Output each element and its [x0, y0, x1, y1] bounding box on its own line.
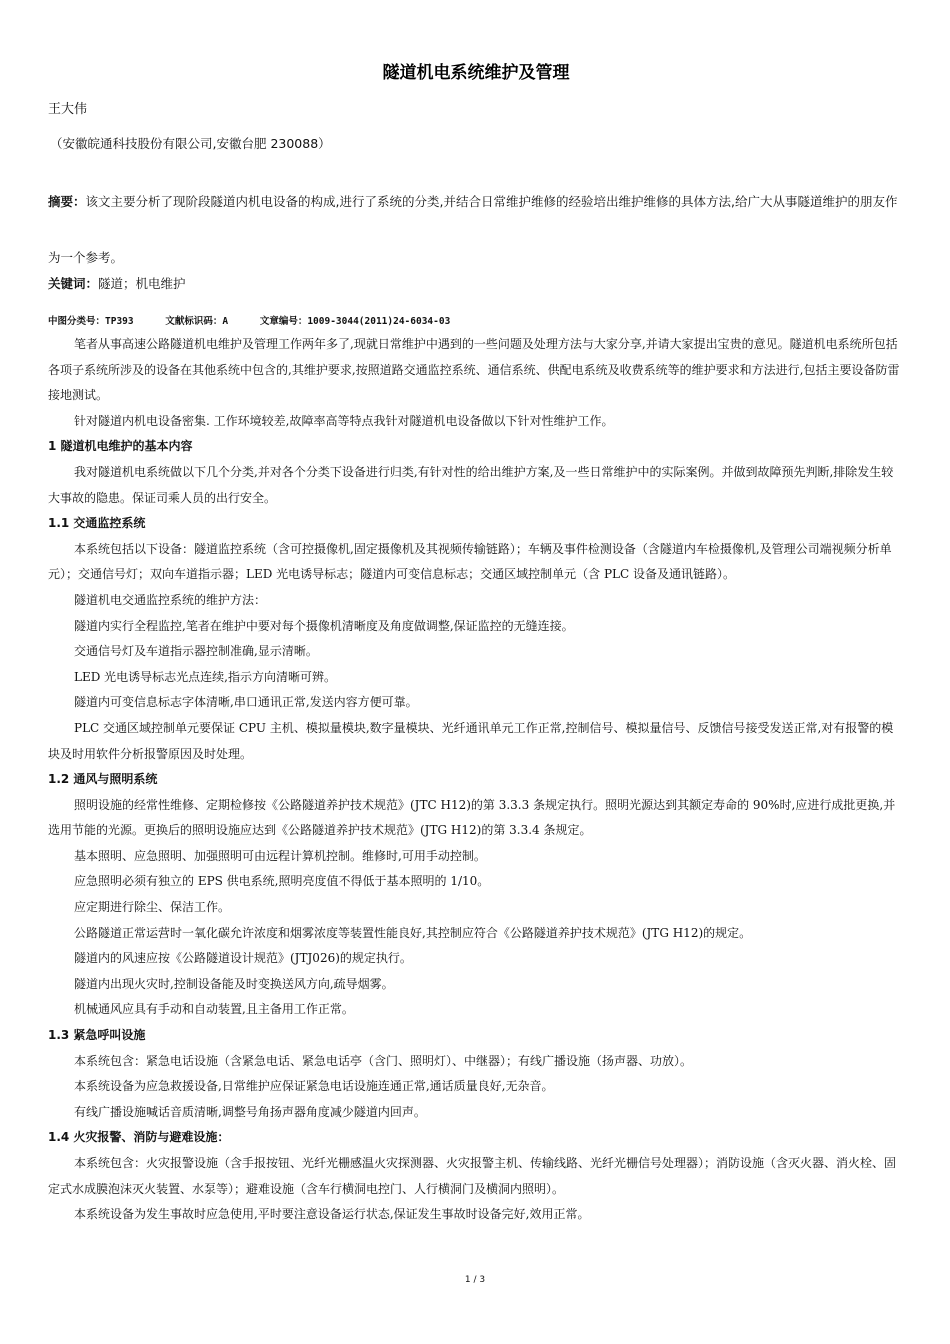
paragraph: 隧道内可变信息标志字体清晰,串口通讯正常,发送内容方便可靠。: [74, 695, 418, 710]
page-number: 1 / 3: [464, 1275, 486, 1285]
paragraph: 照明设施的经常性维修、定期检修按《公路隧道养护技术规范》(JTC H12)的第 3.3.3 条规定执行。照明光源达到其额定寿命的 90%时,应进行成批更换,并选用节能的光源。更换后的照明设施应达到《公路隧道养护技术规范》(JTG H12)的第 3.3.4 条规定。: [48, 797, 896, 838]
paragraph: PLC 交通区域控制单元要保证 CPU 主机、模拟量模块,数字量模块、光纤通讯单元工作正常,控制信号、模拟量信号、反馈信号接受发送正常,对有报警的模块及时用软件分析报警原因及时处理。: [48, 720, 894, 761]
paragraph: 本系统包含：紧急电话设施（含紧急电话、紧急电话亭（含门、照明灯）、中继器）；有线广播设施（扬声器、功放）。: [74, 1053, 693, 1068]
author-affiliation: （安徽皖通科技股份有限公司,安徽台肥 230088）: [50, 136, 331, 151]
paragraph: 应急照明必须有独立的 EPS 供电系统,照明亮度值不得低于基本照明的 1/10。: [74, 874, 490, 889]
clc-number: 中图分类号：TP393: [48, 316, 134, 327]
paragraph: 交通信号灯及车道指示器控制准确,显示清晰。: [74, 644, 318, 659]
document-code: 文献标识码：A: [165, 316, 229, 327]
paragraph: 隧道机电交通监控系统的维护方法：: [74, 592, 267, 607]
article-number: 文章编号：1009-3044(2011)24-6034-03: [259, 316, 451, 327]
paragraph: 有线广播设施喊话音质清晰,调整号角扬声器角度减少隧道内回声。: [74, 1104, 426, 1119]
paragraph: 隧道内出现火灾时,控制设备能及时变换送风方向,疏导烟雾。: [74, 976, 394, 991]
paragraph: 公路隧道正常运营时一氧化碳允许浓度和烟雾浓度等装置性能良好,其控制应符合《公路隧道养护技术规范》(JTG H12)的规定。: [74, 925, 752, 940]
article-metadata: [48, 313, 476, 327]
keywords-text: 隧道；机电维护: [98, 276, 186, 291]
paragraph: 本系统包含：火灾报警设施（含手报按钮、光纤光栅感温火灾探测器、火灾报警主机、传输线路、光纤光栅信号处理器）；消防设施（含灭火器、消火栓、固定式水成膜泡沫灭火装置、水泵等）；避难设施（含车行横洞电控门、人行横洞门及横洞内照明）。: [48, 1156, 897, 1196]
paragraph: LED 光电诱导标志光点连续,指示方向清晰可辨。: [74, 669, 336, 684]
paragraph: 隧道内实行全程监控,笔者在维护中要对每个摄像机清晰度及角度做调整,保证监控的无缝连接。: [74, 618, 574, 633]
section-heading: 1.2 通风与照明系统: [48, 772, 158, 787]
paper-title: 隧道机电系统维护及管理: [382, 63, 570, 83]
section-heading: 1.1 交通监控系统: [48, 516, 146, 531]
section-heading: 1 隧道机电维护的基本内容: [48, 439, 193, 454]
paragraph: 我对隧道机电系统做以下几个分类,并对各个分类下设备进行归类,有针对性的给出维护方案,及一些日常维护中的实际案例。并做到故障预先判断,排除发生较大事故的隐患。保证司乘人员的出行安全。: [48, 464, 894, 505]
paragraph: 隧道内的风速应按《公路隧道设计规范》(JTJ026)的规定执行。: [74, 951, 412, 966]
abstract: [48, 174, 904, 286]
keywords-label: 关键词：: [48, 276, 99, 291]
paragraph: 笔者从事高速公路隧道机电维护及管理工作两年多了,现就日常维护中遇到的一些问题及处理方法与大家分享,并请大家提出宝贵的意见。隧道机电系统所包括各项子系统所涉及的设备在其他系统中包含的,其维护要求,按照道路交通监控系统、通信系统、供配电系统及收费系统等的维护要求和方法进行,包括主要设备防雷接地测试。: [48, 337, 900, 403]
author-name: 王大伟: [48, 102, 88, 117]
abstract-text: 该文主要分析了现阶段隧道内机电设备的构成,进行了系统的分类,并结合日常维护维修的经验培出维护维修的具体方法,给广大从事隧道维护的朋友作为一个参考。: [48, 194, 898, 265]
paragraph: 针对隧道内机电设备密集. 工作环境较差,故障率高等特点我针对隧道机电设备做以下针对性维护工作。: [74, 413, 614, 428]
paragraph: 本系统设备为应急救援设备,日常维护应保证紧急电话设施连通正常,通话质量良好,无杂音。: [74, 1079, 554, 1094]
abstract-label: 摘要：: [48, 194, 86, 209]
keywords: [48, 274, 186, 292]
paragraph: 本系统设备为发生事故时应急使用,平时要注意设备运行状态,保证发生事故时设备完好,效用正常。: [74, 1207, 590, 1222]
paragraph: 机械通风应具有手动和自动装置,且主备用工作正常。: [74, 1002, 354, 1017]
section-heading: 1.4 火灾报警、消防与避难设施：: [48, 1130, 230, 1145]
paragraph: 本系统包括以下设备：隧道监控系统（含可控摄像机,固定摄像机及其视频传输链路）；车辆及事件检测设备（含隧道内车检摄像机,及管理公司端视频分析单元）；交通信号灯；双向车道指示器；LED 光电诱导标志；隧道内可变信息标志；交通区域控制单元（含 PLC 设备及通讯链路）。: [48, 541, 892, 582]
paragraph: 应定期进行除尘、保洁工作。: [74, 900, 231, 915]
paragraph: 基本照明、应急照明、加强照明可由远程计算机控制。维修时,可用手动控制。: [74, 848, 486, 863]
section-heading: 1.3 紧急呼叫设施: [48, 1028, 146, 1043]
body-text: [48, 332, 904, 1228]
